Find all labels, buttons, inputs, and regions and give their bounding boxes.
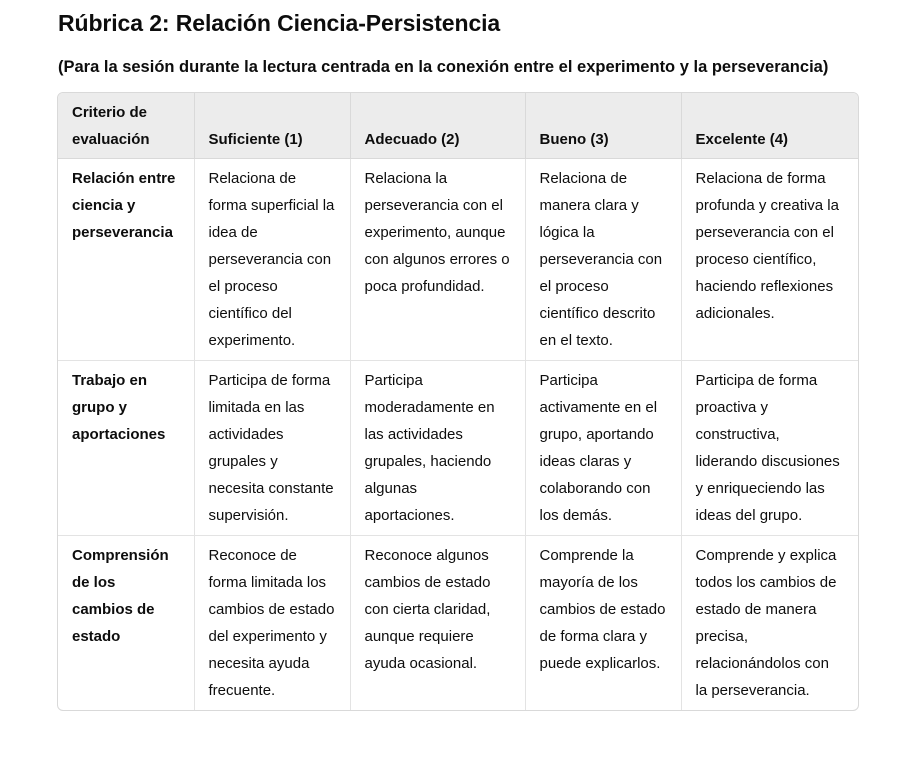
table-row: [58, 536, 858, 711]
table-row: [58, 361, 858, 536]
header-row: [58, 93, 858, 159]
table-row: [58, 159, 858, 361]
criterion-cell: Relación entre ciencia y perseverancia: [58, 159, 194, 361]
table-cell: Comprende y explica todos los cambios de estado de manera precisa, relacionándolos con la perseverancia.: [695, 547, 837, 699]
rubric-table: [58, 93, 858, 710]
table-cell: Participa activamente en el grupo, aportando ideas claras y colaborando con los demás.: [525, 361, 681, 536]
criterion-cell: Trabajo en grupo y aportaciones: [58, 361, 194, 536]
table-cell: Comprende la mayoría de los cambios de estado de forma clara y puede explicarlos.: [525, 536, 681, 711]
table-cell: Reconoce algunos cambios de estado con cierta claridad, aunque requiere ayuda ocasional.: [350, 536, 525, 711]
header-suficiente: Suficiente (1): [194, 93, 350, 159]
table-cell: Relaciona de forma profunda y creativa la perseverancia con el proceso científico, haciendo reflexiones adicionales.: [681, 159, 858, 361]
table-cell: Relaciona la perseverancia con el experimento, aunque con algunos errores o poca profundidad.: [350, 159, 525, 361]
rubric-table-container: [57, 92, 859, 711]
table-cell: Participa de forma limitada en las actividades grupales y necesita constante supervisión.: [194, 361, 350, 536]
criterion-cell: Comprensión de los cambios de estado: [58, 536, 194, 711]
table-cell: Participa moderadamente en las actividades grupales, haciendo algunas aportaciones.: [350, 361, 525, 536]
header-excelente: Excelente (4): [681, 93, 858, 159]
table-cell: Reconoce de forma limitada los cambios de estado del experimento y necesita ayuda frecuente.: [194, 536, 350, 711]
page-subtitle: (Para la sesión durante la lectura centrada en la conexión entre el experimento y la perseverancia): [58, 58, 829, 76]
table-cell: Relaciona de forma superficial la idea de perseverancia con el proceso científico del experimento.: [194, 159, 350, 361]
header-criterion: Criterio de evaluación: [58, 93, 194, 159]
header-bueno: Bueno (3): [525, 93, 681, 159]
table-cell: Participa de forma proactiva y constructiva, liderando discusiones y enriqueciendo las ideas del grupo.: [681, 361, 858, 536]
page-title: Rúbrica 2: Relación Ciencia-Persistencia: [58, 10, 501, 36]
header-adecuado: Adecuado (2): [350, 93, 525, 159]
table-cell: Relaciona de manera clara y lógica la perseverancia con el proceso científico descrito en el texto.: [525, 159, 681, 361]
